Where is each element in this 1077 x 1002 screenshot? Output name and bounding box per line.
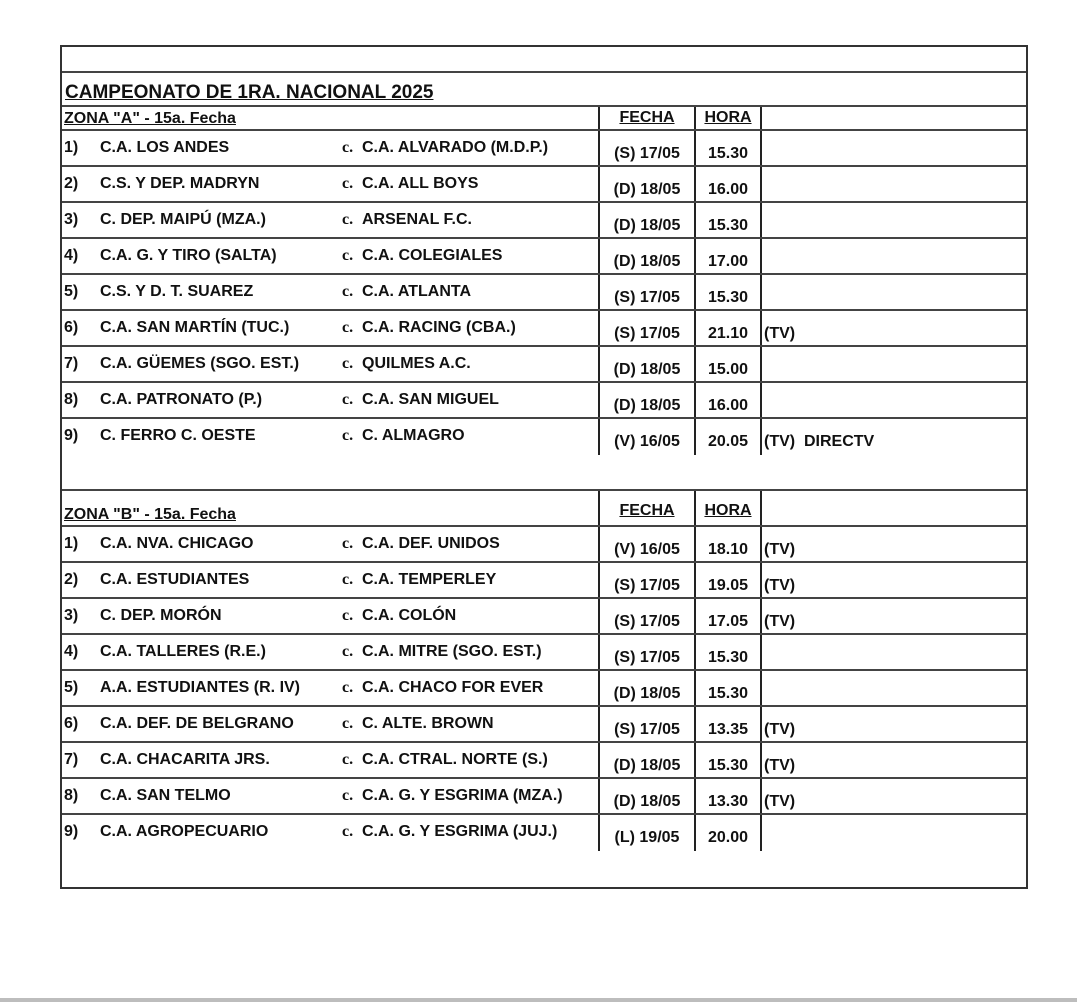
match-row bbox=[62, 239, 1026, 275]
match-date: (S) 17/05 bbox=[598, 311, 694, 345]
match-time: 15.30 bbox=[694, 635, 760, 669]
fixture-table bbox=[60, 45, 1028, 889]
match-row bbox=[62, 563, 1026, 599]
broadcast-info: (TV) bbox=[760, 527, 1026, 561]
match-row bbox=[62, 671, 1026, 707]
match-number: 3) bbox=[64, 607, 79, 624]
vs-marker: c. bbox=[342, 211, 354, 228]
vs-marker: c. bbox=[342, 823, 354, 840]
home-team: C.A. TALLERES (R.E.) bbox=[100, 643, 266, 660]
match-date: (S) 17/05 bbox=[598, 707, 694, 741]
away-team: C.A. ALL BOYS bbox=[362, 175, 479, 192]
match-number: 2) bbox=[64, 571, 79, 588]
broadcast-info: (TV) bbox=[760, 743, 1026, 777]
match-time: 20.00 bbox=[694, 815, 760, 851]
broadcast-info: (TV) bbox=[760, 563, 1026, 597]
match-number: 4) bbox=[64, 247, 79, 264]
vs-marker: c. bbox=[342, 175, 354, 192]
match-date: (D) 18/05 bbox=[598, 743, 694, 777]
home-team: C.S. Y DEP. MADRYN bbox=[100, 175, 260, 192]
away-team: C. ALTE. BROWN bbox=[362, 715, 494, 732]
match-time: 15.00 bbox=[694, 347, 760, 381]
broadcast-info: (TV) bbox=[760, 311, 1026, 345]
match-row bbox=[62, 383, 1026, 419]
hora-header: HORA bbox=[694, 107, 760, 129]
vs-marker: c. bbox=[342, 535, 354, 552]
match-date: (D) 18/05 bbox=[598, 383, 694, 417]
match-date: (D) 18/05 bbox=[598, 779, 694, 813]
zona-b-header-row bbox=[62, 491, 1026, 527]
fecha-header: FECHA bbox=[598, 107, 694, 129]
away-team: C.A. G. Y ESGRIMA (MZA.) bbox=[362, 787, 563, 804]
away-team: C.A. ALVARADO (M.D.P.) bbox=[362, 139, 549, 156]
broadcast-info bbox=[760, 671, 1026, 705]
match-row bbox=[62, 635, 1026, 671]
page-title: CAMPEONATO DE 1RA. NACIONAL 2025 bbox=[65, 82, 434, 103]
home-team: C.A. DEF. DE BELGRANO bbox=[100, 715, 294, 732]
broadcast-info bbox=[760, 203, 1026, 237]
away-team: C.A. SAN MIGUEL bbox=[362, 391, 499, 408]
match-number: 4) bbox=[64, 643, 79, 660]
broadcast-info: (TV) bbox=[760, 779, 1026, 813]
match-row bbox=[62, 599, 1026, 635]
away-team: C.A. CHACO FOR EVER bbox=[362, 679, 544, 696]
match-time: 21.10 bbox=[694, 311, 760, 345]
broadcast-info bbox=[760, 131, 1026, 165]
vs-marker: c. bbox=[342, 319, 354, 336]
match-time: 16.00 bbox=[694, 167, 760, 201]
home-team: C. FERRO C. OESTE bbox=[100, 427, 256, 444]
match-date: (S) 17/05 bbox=[598, 563, 694, 597]
away-team: ARSENAL F.C. bbox=[362, 211, 472, 228]
match-row bbox=[62, 815, 1026, 851]
broadcast-info bbox=[760, 635, 1026, 669]
match-date: (D) 18/05 bbox=[598, 167, 694, 201]
hora-header: HORA bbox=[694, 491, 760, 525]
home-team: A.A. ESTUDIANTES (R. IV) bbox=[100, 679, 301, 696]
home-team: C.S. Y D. T. SUAREZ bbox=[100, 283, 254, 300]
match-number: 5) bbox=[64, 283, 79, 300]
home-team: C.A. SAN MARTÍN (TUC.) bbox=[100, 319, 290, 336]
broadcast-info bbox=[760, 275, 1026, 309]
match-row bbox=[62, 275, 1026, 311]
match-date: (V) 16/05 bbox=[598, 419, 694, 455]
broadcast-info bbox=[760, 383, 1026, 417]
match-number: 2) bbox=[64, 175, 79, 192]
home-team: C.A. G. Y TIRO (SALTA) bbox=[100, 247, 277, 264]
match-number: 7) bbox=[64, 355, 79, 372]
match-time: 17.00 bbox=[694, 239, 760, 273]
extra-header bbox=[760, 491, 1026, 525]
match-number: 6) bbox=[64, 715, 79, 732]
home-team: C.A. SAN TELMO bbox=[100, 787, 231, 804]
away-team: C. ALMAGRO bbox=[362, 427, 465, 444]
match-number: 1) bbox=[64, 535, 79, 552]
match-date: (S) 17/05 bbox=[598, 275, 694, 309]
vs-marker: c. bbox=[342, 427, 354, 444]
vs-marker: c. bbox=[342, 391, 354, 408]
home-team: C.A. NVA. CHICAGO bbox=[100, 535, 254, 552]
match-row bbox=[62, 203, 1026, 239]
title-row bbox=[62, 73, 1026, 107]
vs-marker: c. bbox=[342, 787, 354, 804]
match-row bbox=[62, 527, 1026, 563]
vs-marker: c. bbox=[342, 607, 354, 624]
zona-a-header-row bbox=[62, 107, 1026, 131]
match-row bbox=[62, 419, 1026, 455]
match-date: (V) 16/05 bbox=[598, 527, 694, 561]
bottom-edge bbox=[0, 998, 1077, 1002]
match-row bbox=[62, 707, 1026, 743]
match-date: (L) 19/05 bbox=[598, 815, 694, 851]
match-row bbox=[62, 131, 1026, 167]
vs-marker: c. bbox=[342, 139, 354, 156]
away-team: C.A. COLEGIALES bbox=[362, 247, 503, 264]
match-date: (S) 17/05 bbox=[598, 131, 694, 165]
match-number: 3) bbox=[64, 211, 79, 228]
match-time: 19.05 bbox=[694, 563, 760, 597]
away-team: C.A. TEMPERLEY bbox=[362, 571, 497, 588]
match-time: 15.30 bbox=[694, 275, 760, 309]
vs-marker: c. bbox=[342, 679, 354, 696]
vs-marker: c. bbox=[342, 283, 354, 300]
match-number: 9) bbox=[64, 823, 79, 840]
match-date: (D) 18/05 bbox=[598, 671, 694, 705]
vs-marker: c. bbox=[342, 751, 354, 768]
zona-a-label: ZONA "A" - 15a. Fecha bbox=[64, 110, 236, 127]
vs-marker: c. bbox=[342, 715, 354, 732]
home-team: C.A. GÜEMES (SGO. EST.) bbox=[100, 355, 300, 372]
home-team: C.A. LOS ANDES bbox=[100, 139, 230, 156]
vs-marker: c. bbox=[342, 643, 354, 660]
match-row bbox=[62, 743, 1026, 779]
match-date: (S) 17/05 bbox=[598, 635, 694, 669]
home-team: C.A. PATRONATO (P.) bbox=[100, 391, 263, 408]
broadcast-info bbox=[760, 815, 1026, 851]
extra-header bbox=[760, 107, 1026, 129]
match-time: 20.05 bbox=[694, 419, 760, 455]
match-time: 13.30 bbox=[694, 779, 760, 813]
match-time: 15.30 bbox=[694, 743, 760, 777]
match-number: 8) bbox=[64, 787, 79, 804]
away-team: C.A. MITRE (SGO. EST.) bbox=[362, 643, 542, 660]
match-number: 5) bbox=[64, 679, 79, 696]
away-team: C.A. G. Y ESGRIMA (JUJ.) bbox=[362, 823, 558, 840]
vs-marker: c. bbox=[342, 247, 354, 264]
match-row bbox=[62, 311, 1026, 347]
match-row bbox=[62, 347, 1026, 383]
match-number: 1) bbox=[64, 139, 79, 156]
broadcast-info: (TV) bbox=[760, 707, 1026, 741]
blank-row bbox=[62, 851, 1026, 887]
match-time: 13.35 bbox=[694, 707, 760, 741]
match-date: (D) 18/05 bbox=[598, 239, 694, 273]
away-team: C.A. CTRAL. NORTE (S.) bbox=[362, 751, 548, 768]
away-team: C.A. DEF. UNIDOS bbox=[362, 535, 500, 552]
match-time: 15.30 bbox=[694, 671, 760, 705]
zona-b-label: ZONA "B" - 15a. Fecha bbox=[64, 506, 236, 523]
match-time: 15.30 bbox=[694, 131, 760, 165]
fecha-header: FECHA bbox=[598, 491, 694, 525]
match-date: (S) 17/05 bbox=[598, 599, 694, 633]
away-team: C.A. ATLANTA bbox=[362, 283, 472, 300]
broadcast-info bbox=[760, 347, 1026, 381]
broadcast-info bbox=[760, 239, 1026, 273]
away-team: C.A. RACING (CBA.) bbox=[362, 319, 516, 336]
blank-row bbox=[62, 455, 1026, 491]
match-time: 18.10 bbox=[694, 527, 760, 561]
match-number: 7) bbox=[64, 751, 79, 768]
broadcast-info: (TV) bbox=[760, 599, 1026, 633]
home-team: C.A. AGROPECUARIO bbox=[100, 823, 269, 840]
match-number: 9) bbox=[64, 427, 79, 444]
home-team: C. DEP. MAIPÚ (MZA.) bbox=[100, 211, 266, 228]
match-time: 17.05 bbox=[694, 599, 760, 633]
away-team: QUILMES A.C. bbox=[362, 355, 471, 372]
home-team: C. DEP. MORÓN bbox=[100, 607, 222, 624]
match-date: (D) 18/05 bbox=[598, 347, 694, 381]
match-number: 6) bbox=[64, 319, 79, 336]
match-row bbox=[62, 167, 1026, 203]
home-team: C.A. CHACARITA JRS. bbox=[100, 751, 270, 768]
broadcast-info bbox=[760, 167, 1026, 201]
away-team: C.A. COLÓN bbox=[362, 607, 457, 624]
match-date: (D) 18/05 bbox=[598, 203, 694, 237]
blank-row bbox=[62, 47, 1026, 73]
match-time: 15.30 bbox=[694, 203, 760, 237]
home-team: C.A. ESTUDIANTES bbox=[100, 571, 250, 588]
match-row bbox=[62, 779, 1026, 815]
vs-marker: c. bbox=[342, 571, 354, 588]
match-number: 8) bbox=[64, 391, 79, 408]
match-time: 16.00 bbox=[694, 383, 760, 417]
vs-marker: c. bbox=[342, 355, 354, 372]
broadcast-info: (TV) DIRECTV bbox=[760, 419, 1026, 455]
